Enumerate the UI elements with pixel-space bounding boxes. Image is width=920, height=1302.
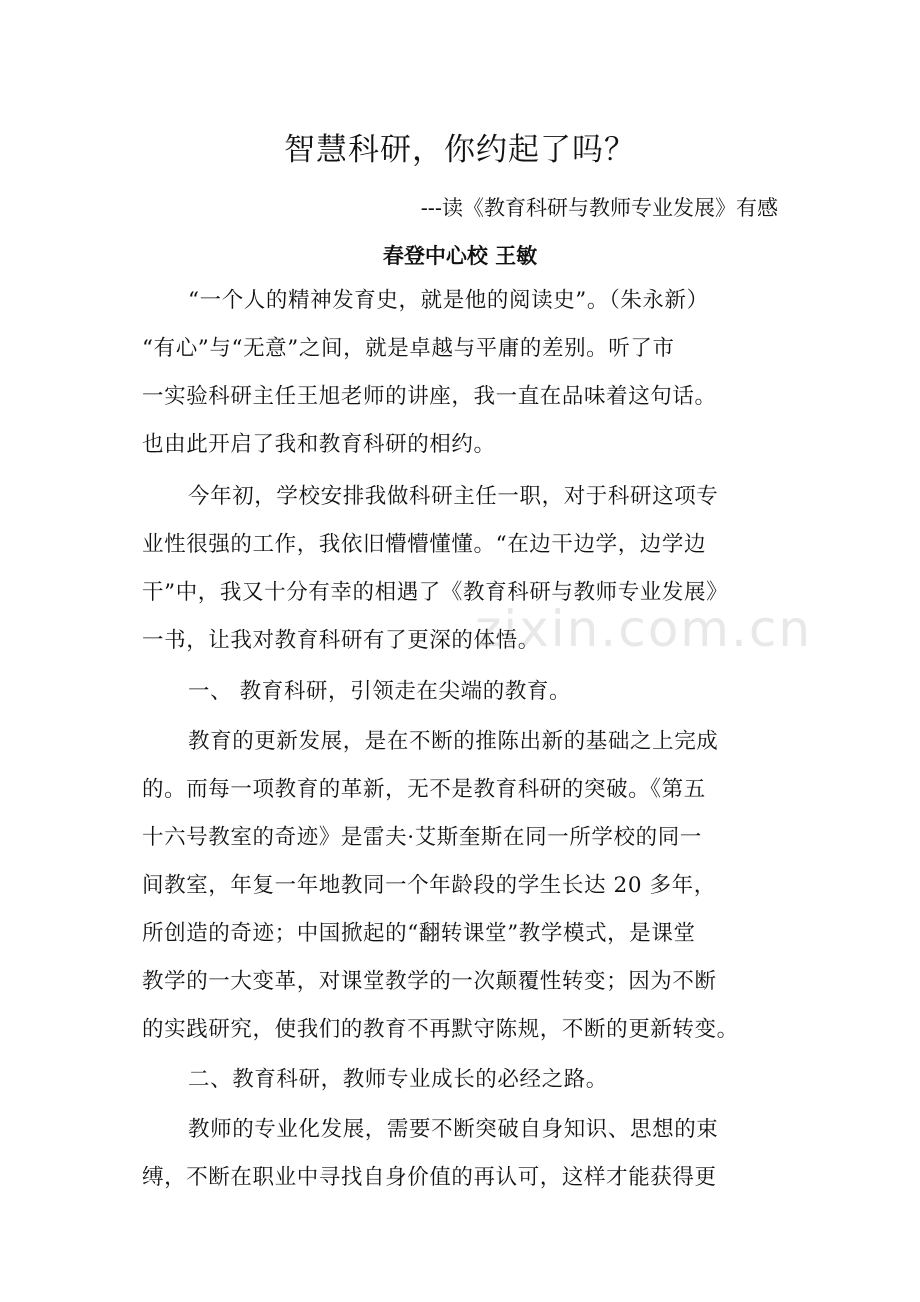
- body-line: “一个人的精神发育史，就是他的阅读史”。（朱永新）: [188, 288, 709, 313]
- body-line: 一书，让我对教育科研有了更深的体悟。: [142, 628, 540, 653]
- body-line: 的实践研究，使我们的教育不再默守陈规，不断的更新转变。: [142, 1017, 739, 1042]
- body-line: 教师的专业化发展，需要不断突破自身知识、思想的束: [188, 1117, 719, 1142]
- section-heading: 一、 教育科研，引领走在尖端的教育。: [188, 679, 572, 704]
- body-line: 业性很强的工作，我依旧懵懵懂懂。“在边干边学，边学边: [142, 532, 707, 557]
- body-line: 间教室，年复一年地教同一个年龄段的学生长达 20 多年，: [142, 873, 716, 898]
- body-line: 教育的更新发展，是在不断的推陈出新的基础之上完成: [188, 729, 719, 754]
- section-heading: 二、教育科研，教师专业成长的必经之路。: [188, 1067, 608, 1092]
- body-line: 一实验科研主任王旭老师的讲座，我一直在品味着这句话。: [142, 384, 717, 409]
- body-line: 缚，不断在职业中寻找自身价值的再认可，这样才能获得更: [142, 1165, 717, 1190]
- body-line: 所创造的奇迹；中国掀起的“翻转课堂”教学模式，是课堂: [142, 921, 696, 946]
- body-line: 干”中，我又十分有幸的相遇了《教育科研与教师专业发展》: [142, 580, 729, 605]
- body-line: 也由此开启了我和教育科研的相约。: [142, 432, 496, 457]
- body-line: 今年初，学校安排我做科研主任一职，对于科研这项专: [188, 484, 719, 509]
- body-line: 教学的一大变革，对课堂教学的一次颠覆性转变；因为不断: [142, 969, 717, 994]
- body-line: 十六号教室的奇迹》是雷夫·艾斯奎斯在同一所学校的同一: [142, 825, 702, 850]
- document-author: 春登中心校 王敏: [382, 244, 538, 268]
- document-title: 智慧科研，你约起了吗？: [284, 132, 636, 168]
- watermark: zixin.com.cn: [475, 600, 813, 658]
- body-line: 的。而每一项教育的革新，无不是教育科研的突破。《第五: [142, 777, 706, 802]
- body-line: “有心”与“无意”之间，就是卓越与平庸的差别。听了市: [142, 336, 675, 361]
- document-subtitle: ---读《教育科研与教师专业发展》有感: [420, 196, 778, 220]
